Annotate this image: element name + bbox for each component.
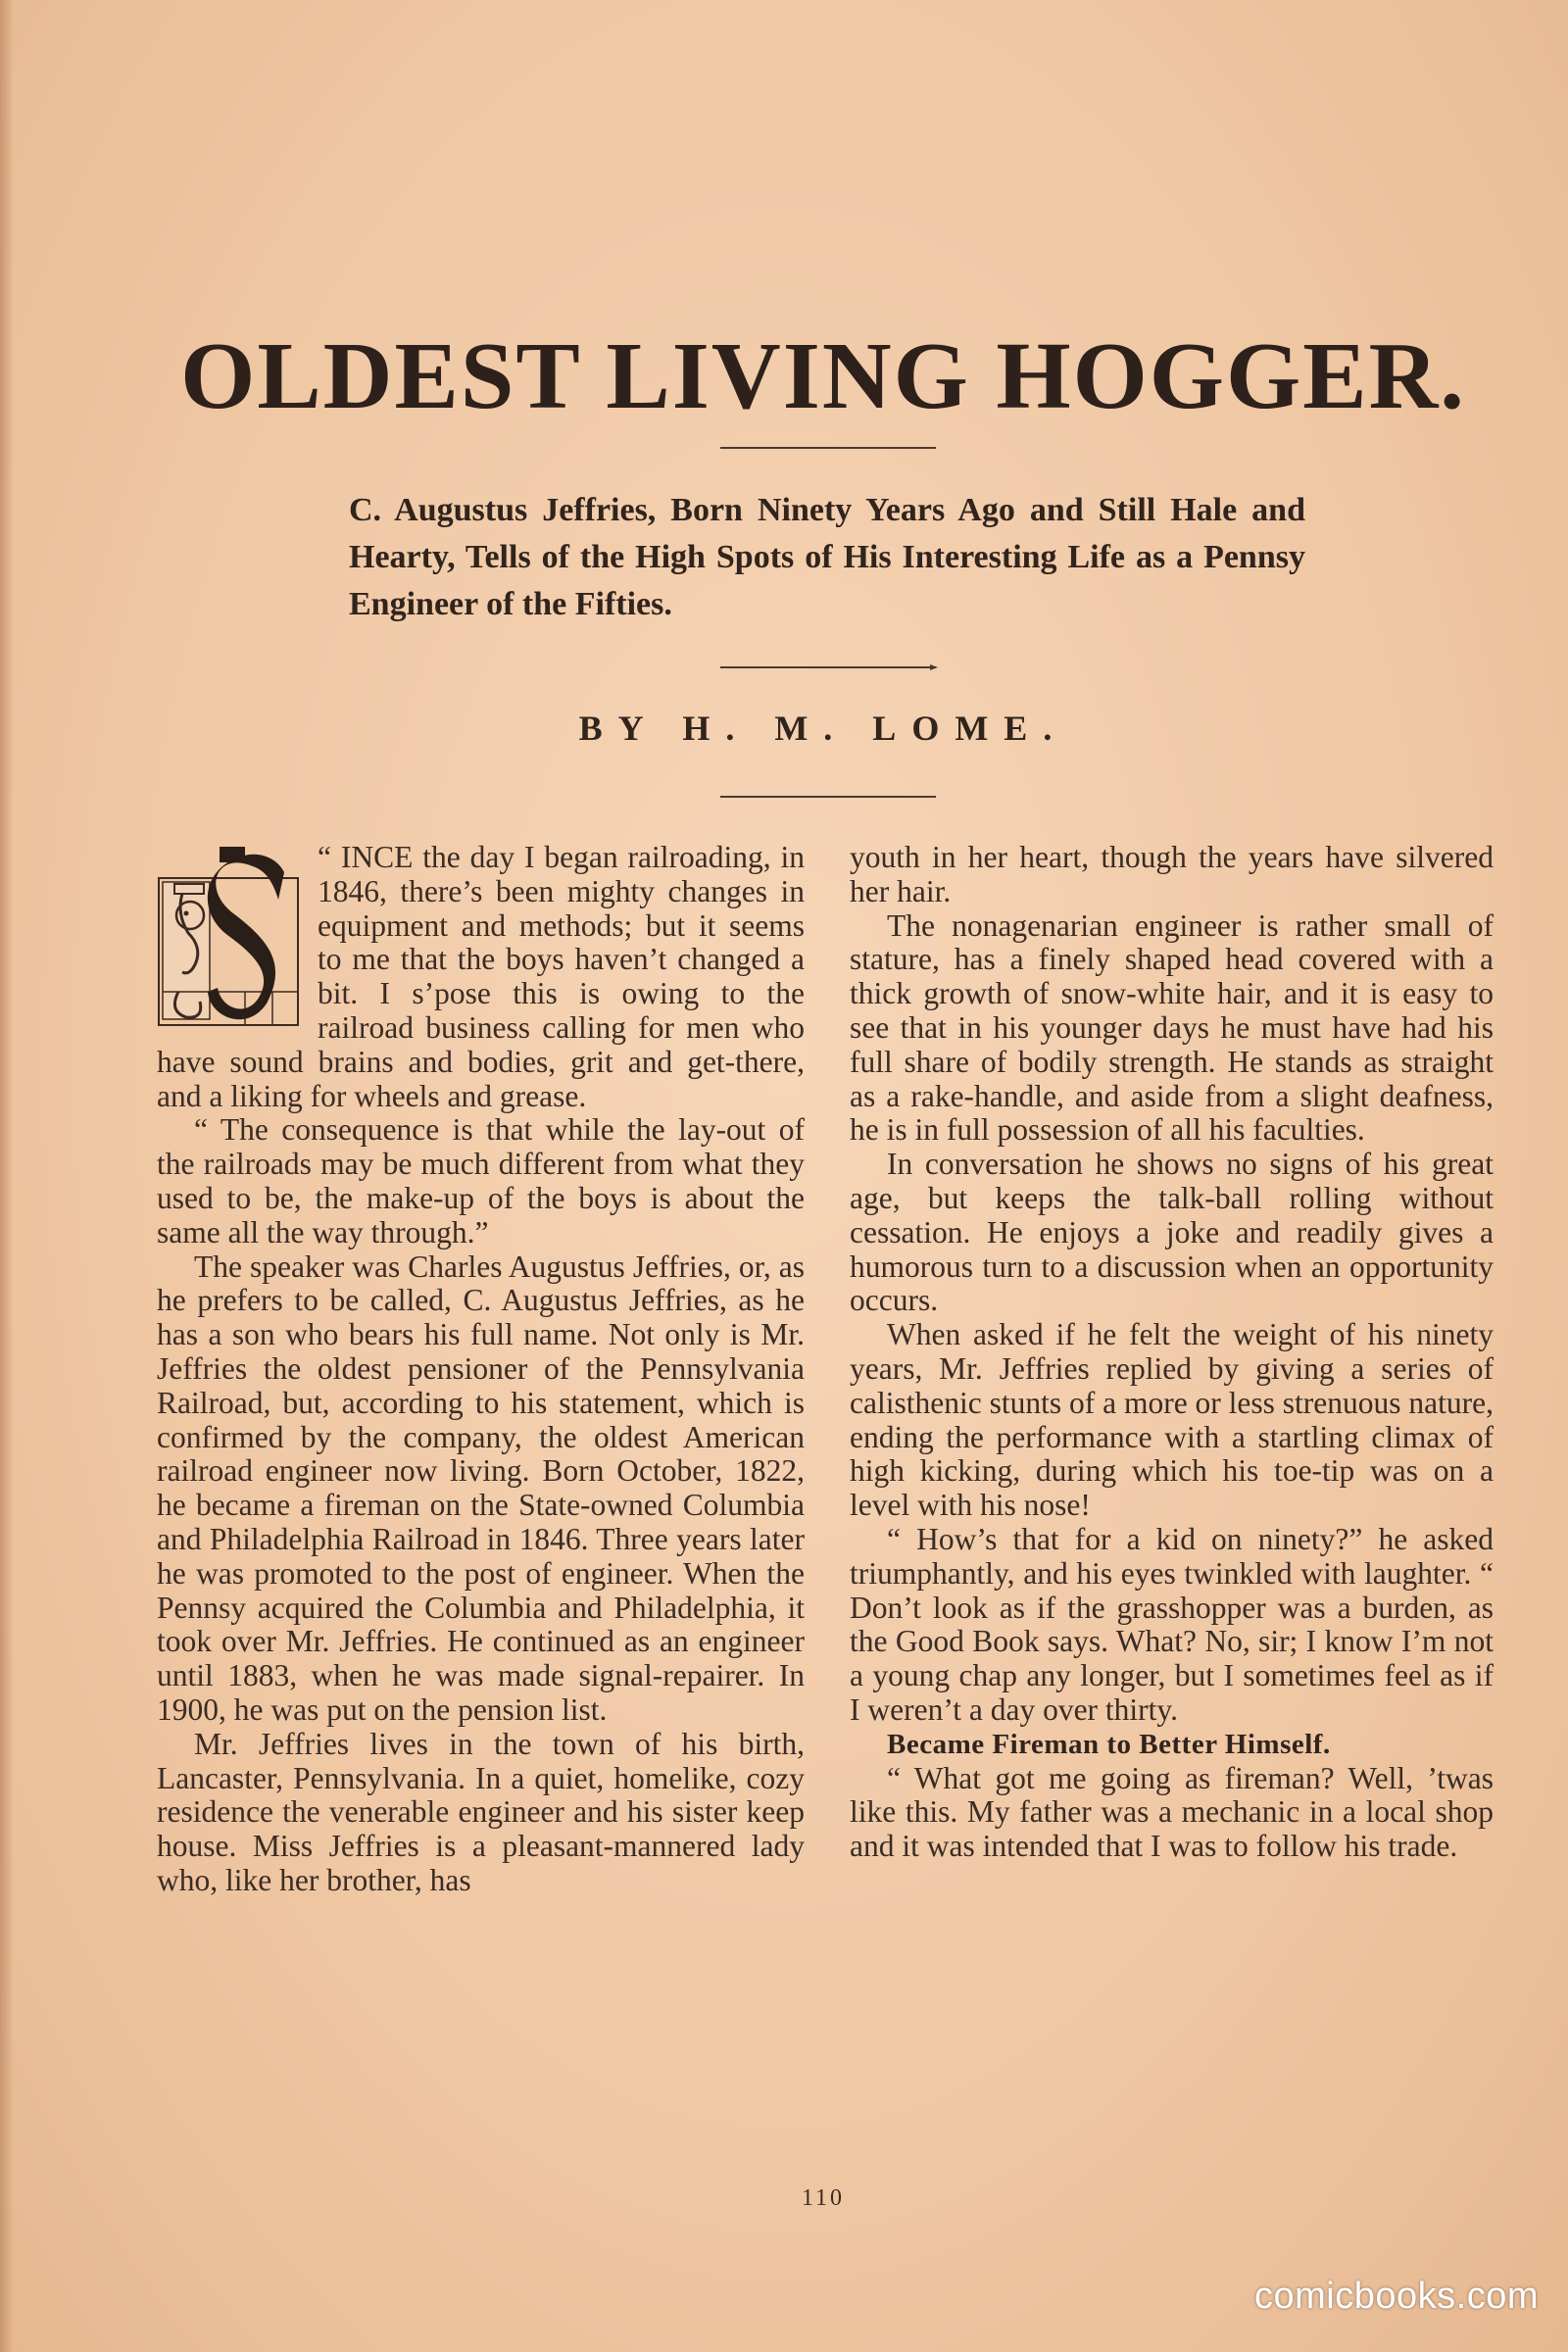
title-divider — [720, 447, 936, 449]
article-paragraph: youth in her heart, though the years have silvered her hair. — [850, 840, 1494, 908]
subtitle-divider — [720, 666, 936, 668]
watermark-logo: comicbooks.com — [1254, 2276, 1539, 2317]
byline-divider — [720, 796, 936, 798]
article-paragraph: The nonagenarian engineer is rather small of stature, has a finely shaped head covered with a thick growth of snow-white hair, and it is easy to see that in his younger days he must have had his full share of bodily strength. He stands as straight as a rake-handle, and aside from a slight deafness, he is in full possession of all his faculties. — [850, 907, 1494, 1148]
left-column — [157, 841, 805, 1898]
article-subtitle: C. Augustus Jeffries, Born Ninety Years Ago and Still Hale and Hearty, Tells of the High Spots of His Interesting Life as a Pennsy Engineer of the Fifties. — [349, 492, 1305, 622]
article-paragraph: Mr. Jeffries lives in the town of his birth, Lancaster, Pennsylvania. In a quiet, homelike, cozy residence the venerable engineer and his sister keep house. Miss Jeffries is a pleasant-mannered lady who, like her brother, has — [157, 1726, 805, 1897]
article-paragraph: “ INCE the day I began railroading, in 1846, there’s been mighty changes in equipment and methods; but it seems to me that the boys haven’t changed a bit. I s’pose this is owing to the railroad business calling for men who have sound brains and bodies, grit and get-there, and a liking for wheels and grease. — [157, 840, 805, 1113]
article-paragraph: “ The consequence is that while the lay-out of the railroads may be much different from what they used to be, the make-up of the boys is about the same all the way through.” — [157, 1112, 805, 1250]
dropcap-ornament — [157, 845, 302, 1037]
right-column — [850, 841, 1494, 1864]
section-heading: Became Fireman to Better Himself. — [887, 1728, 1331, 1760]
article-title: OLDEST LIVING HOGGER. — [180, 323, 1466, 429]
article-paragraph: When asked if he felt the weight of his ninety years, Mr. Jeffries replied by giving a series of calisthenic stunts of a more or less strenuous nature, ending the performance with a startling climax of high kicking, during which his toe-tip was on a level with his nose! — [850, 1317, 1494, 1523]
page-number: 110 — [801, 2185, 846, 2211]
article-byline: BY H. M. LOME. — [578, 709, 1068, 748]
locomotive-engineer-ornament-icon — [157, 845, 302, 1037]
article-paragraph: In conversation he shows no signs of his great age, but keeps the talk-ball rolling without cessation. He enjoys a joke and readily gives a humorous turn to a discussion when an opportunity occurs. — [850, 1147, 1494, 1318]
article-paragraph: “ How’s that for a kid on ninety?” he asked triumphantly, and his eyes twinkled with laughter. “ Don’t look as if the grasshopper was a burden, as the Good Book says. What? No, sir; I know I’m not a young chap any longer, but I sometimes feel as if I weren’t a day over thirty. — [850, 1521, 1494, 1727]
article-paragraph: “ What got me going as fireman? Well, ’twas like this. My father was a mechanic in a local shop and it was intended that I was to follow his trade. — [850, 1760, 1494, 1864]
article-paragraph: The speaker was Charles Augustus Jeffries, or, as he prefers to be called, C. Augustus Jeffries, as he has a son who bears his full name. Not only is Mr. Jeffries the oldest pensioner of the Pennsylvania Railroad, but, according to his statement, which is confirmed by the company, the oldest American railroad engineer now living. Born October, 1822, he became a fireman on the State-owned Columbia and Philadelphia Railroad in 1846. Three years later he was promoted to the post of engineer. When the Pennsy acquired the Columbia and Philadelphia, it took over Mr. Jeffries. He continued as an engineer until 1883, when he was made signal-repairer. In 1900, he was put on the pension list. — [157, 1249, 805, 1727]
